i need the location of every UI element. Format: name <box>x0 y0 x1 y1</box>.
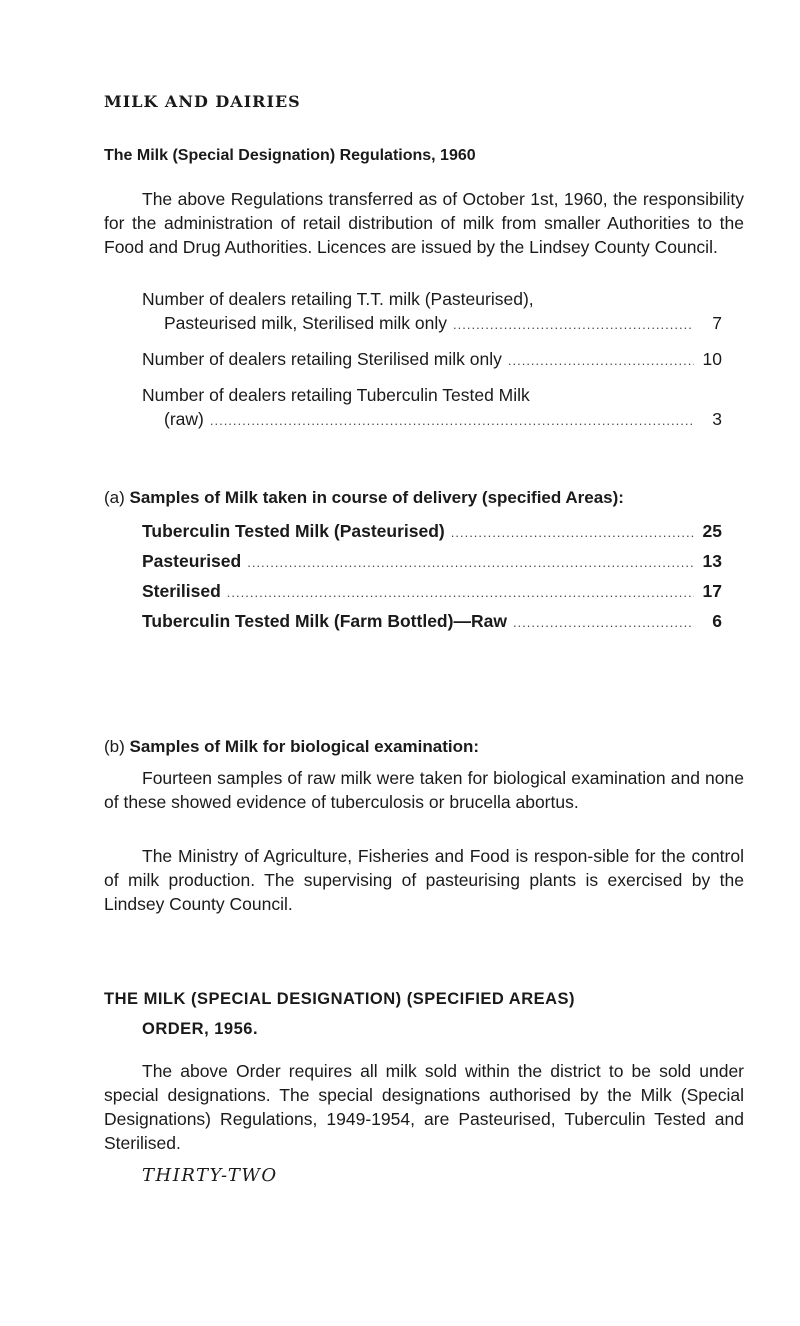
order-paragraph: The above Order requires all milk sold within the district to be sold under special designations. The special designations authorised by the Milk (Special Designations) Regulations, 1949-1954, are Pasteurised, Tuberculin Tested and Sterilised. <box>104 1061 744 1153</box>
dealer-count: 10 <box>702 349 722 369</box>
leader-dots <box>508 349 694 373</box>
dealer-row <box>142 347 722 373</box>
leader-dots <box>451 521 694 545</box>
dealer-label: Number of dealers retailing T.T. milk (Pasteurised), <box>142 289 534 309</box>
samples-b-heading: Samples of Milk for biological examination: <box>129 737 480 756</box>
sample-row <box>142 549 722 575</box>
section-title: MILK AND DAIRIES <box>104 92 301 111</box>
samples-b-paragraph-2: The Ministry of Agriculture, Fisheries and Food is respon-sible for the control of milk production. The supervising of pasteurising plants is exercised by the Lindsey County Council. <box>104 846 744 914</box>
sample-count: 17 <box>702 581 722 601</box>
sample-label: Tuberculin Tested Milk (Pasteurised) <box>142 521 445 541</box>
dealer-label: Number of dealers retailing Tuberculin Tested Milk <box>142 385 530 405</box>
dealer-count: 3 <box>712 409 722 429</box>
samples-a-heading-line <box>104 488 624 508</box>
sample-count: 6 <box>712 611 722 631</box>
sample-label: Sterilised <box>142 581 221 601</box>
samples-b-paragraph-1: Fourteen samples of raw milk were taken for biological examination and none of these showed evidence of tuberculosis or brucella abortus. <box>104 768 744 812</box>
sample-count: 13 <box>702 551 722 571</box>
leader-dots <box>210 409 694 433</box>
regulations-heading: The Milk (Special Designation) Regulations, 1960 <box>104 147 476 164</box>
sample-label: Tuberculin Tested Milk (Farm Bottled)—Raw <box>142 611 507 631</box>
dealer-row-continuation <box>142 407 722 433</box>
leader-dots <box>227 581 694 605</box>
order-heading-line-2: ORDER, 1956. <box>142 1020 259 1038</box>
dealer-count: 7 <box>712 313 722 333</box>
dealer-label: Number of dealers retailing Sterilised milk only <box>142 349 502 369</box>
dealer-row <box>142 287 722 311</box>
dealers-list <box>142 287 722 433</box>
leader-dots <box>247 551 694 575</box>
sample-row <box>142 579 722 605</box>
samples-b-marker: (b) <box>104 737 125 756</box>
page-number-footer: THIRTY-TWO <box>142 1165 278 1186</box>
sample-label: Pasteurised <box>142 551 242 571</box>
samples-a-heading: Samples of Milk taken in course of delivery (specified Areas): <box>129 488 624 507</box>
leader-dots <box>513 611 694 635</box>
samples-a-list <box>142 519 722 635</box>
sample-row <box>142 519 722 545</box>
dealer-label: Pasteurised milk, Sterilised milk only <box>164 313 448 333</box>
sample-count: 25 <box>702 521 722 541</box>
dealer-row-continuation <box>142 311 722 337</box>
dealer-label: (raw) <box>164 409 204 429</box>
order-heading-line-1: THE MILK (SPECIAL DESIGNATION) (SPECIFIED AREAS) <box>104 990 576 1008</box>
dealer-row <box>142 383 722 407</box>
samples-b-heading-line <box>104 737 479 757</box>
samples-a-marker: (a) <box>104 488 125 507</box>
sample-row <box>142 609 722 635</box>
regulations-paragraph: The above Regulations transferred as of October 1st, 1960, the responsibility for the administration of retail distribution of milk from smaller Authorities to the Food and Drug Authorities. Licences are issued by the Lindsey County Council. <box>104 189 744 257</box>
leader-dots <box>453 313 694 337</box>
